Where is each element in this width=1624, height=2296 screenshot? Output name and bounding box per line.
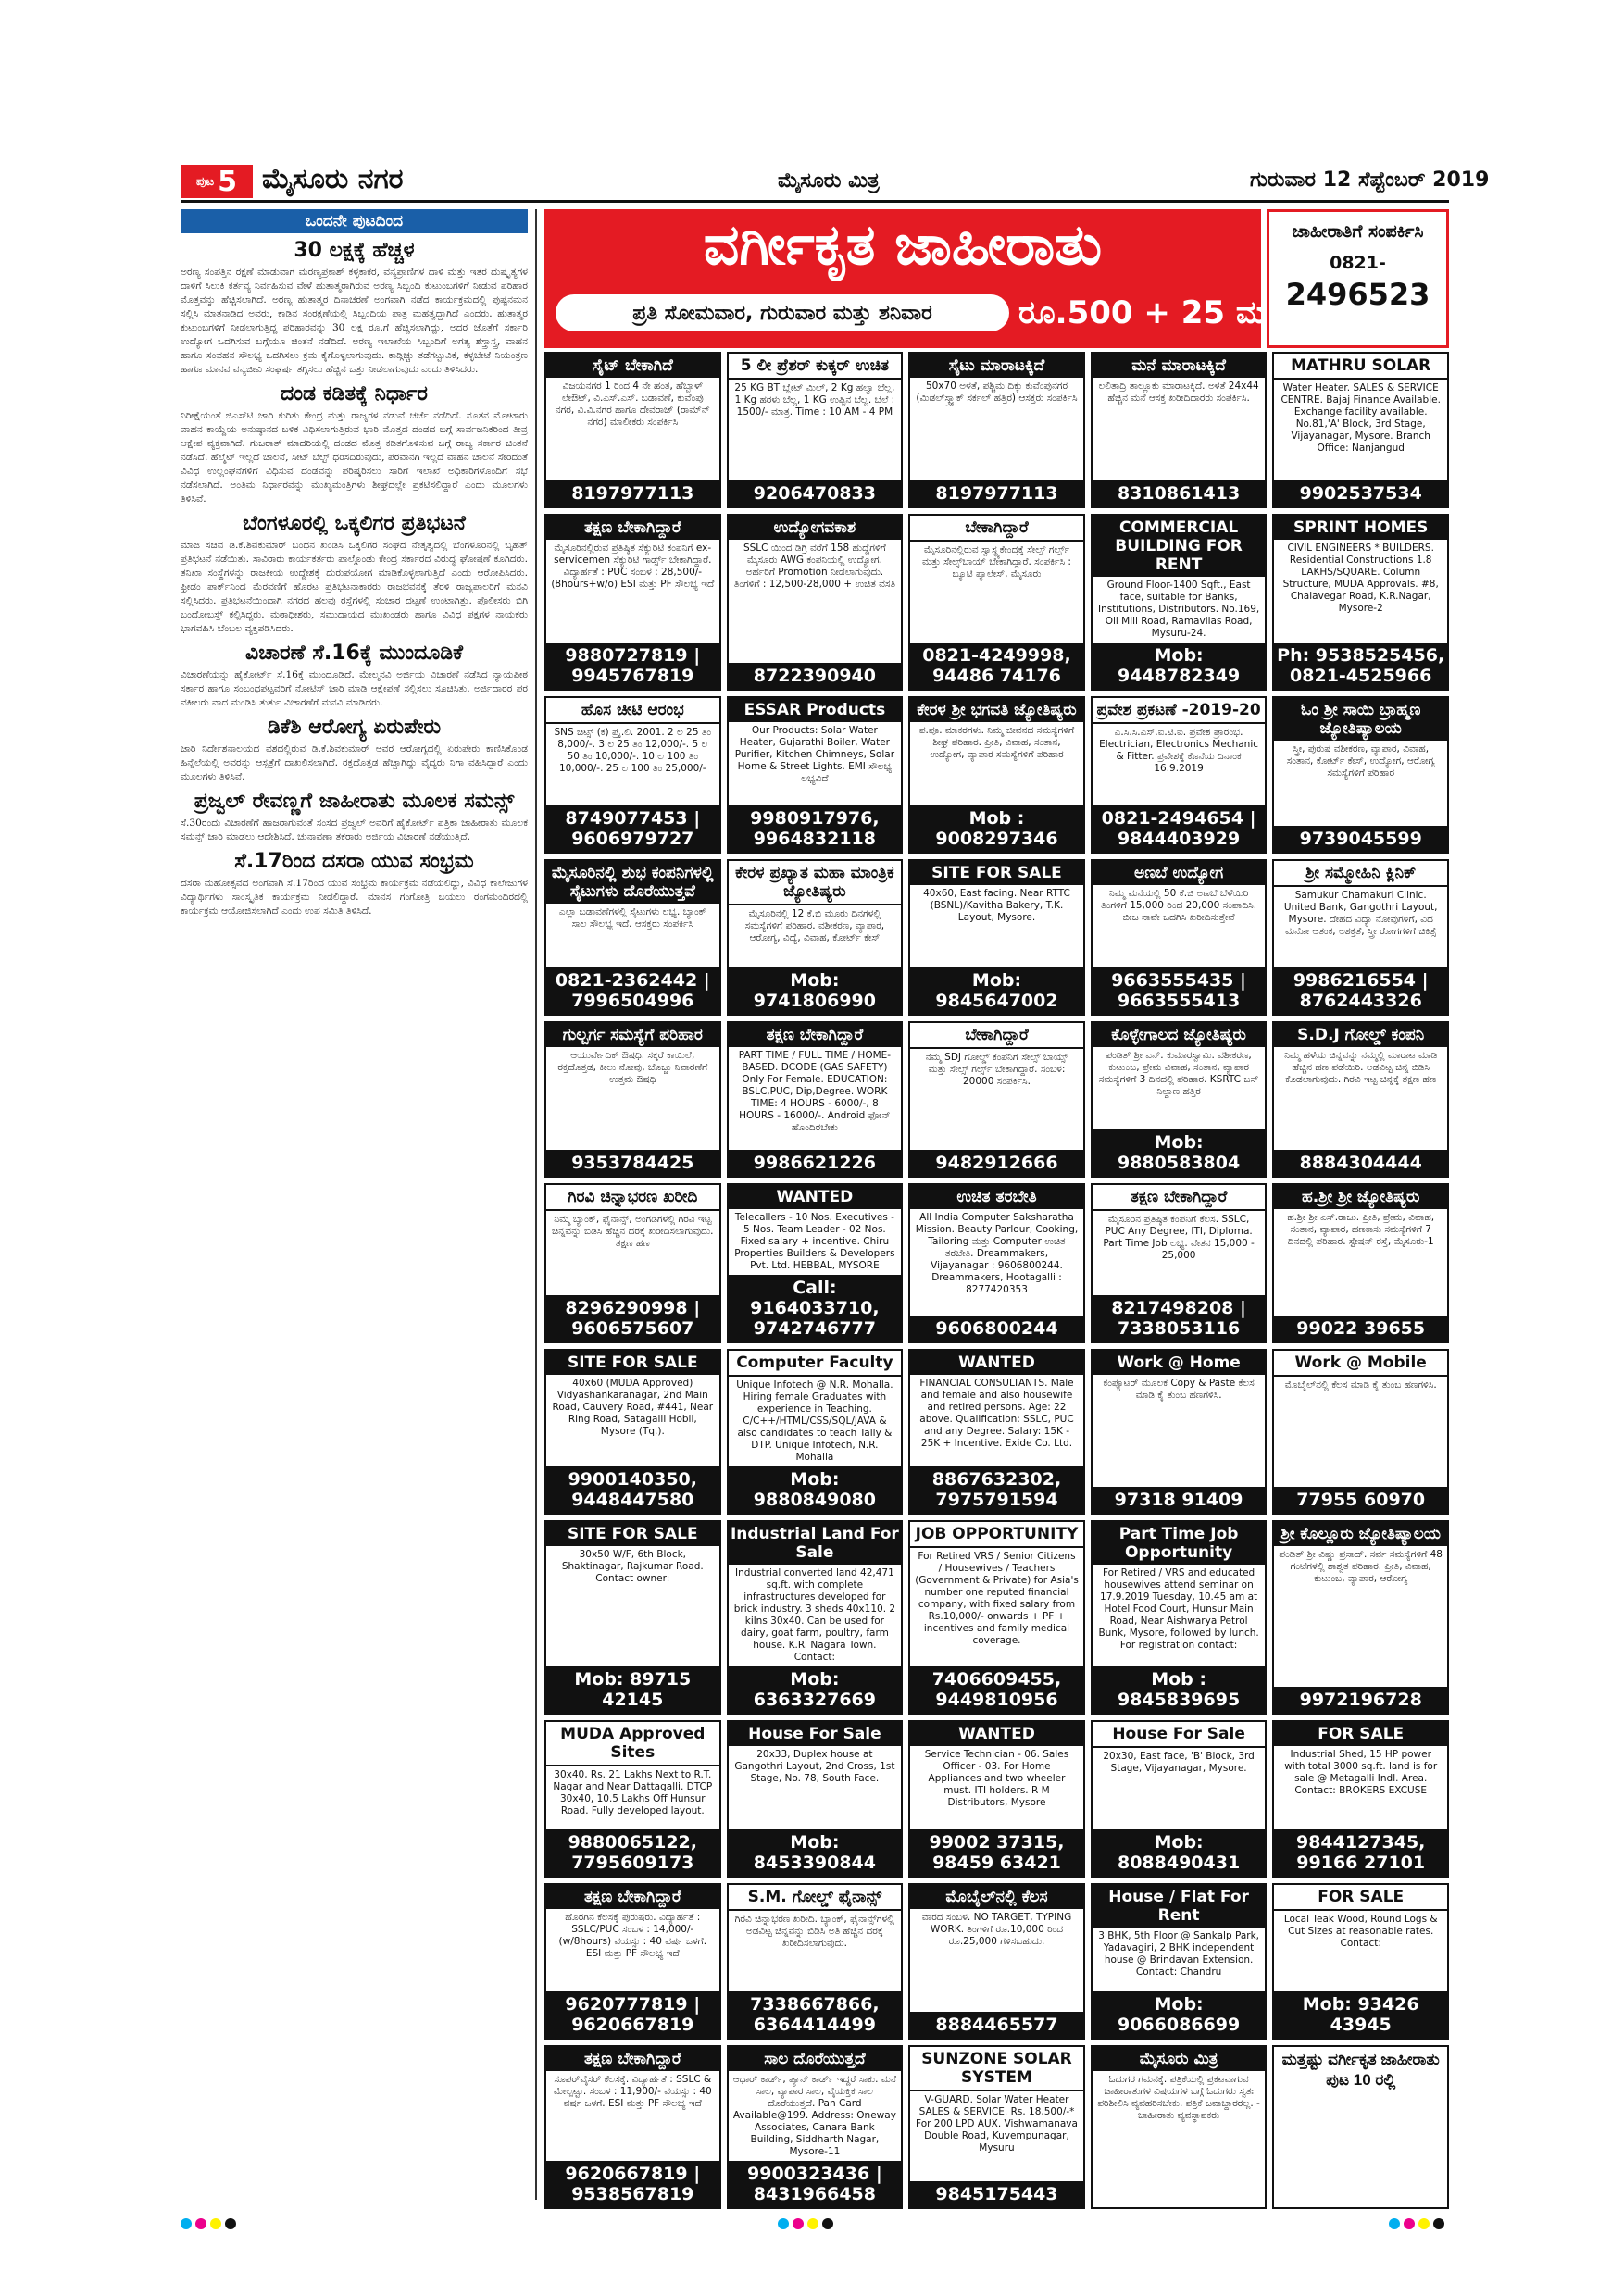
section-title: ಮೈಸೂರು ನಗರ: [262, 163, 404, 195]
ad-body: Samukur Chamakuri Clinic. United Bank, Gangothri Layout, Mysore. ದೇಹದ ವಿದ್ಯಾ ನೋವುಗಳಿಗೆ, ವಿಧ ಮನೋ ಆತಂಕ, ಅಶಕ್ತತೆ, ಸ್ತ್ರೀ ರೋಗಗಳಿಗೆ ಚಿಕಿತ್ಸೆ: [1283, 889, 1438, 937]
continued-banner: ಒಂದನೇ ಪುಟದಿಂದ: [181, 209, 528, 233]
ad-body: Telecallers - 10 Nos. Executives - 5 Nos. Team Leader - 02 Nos. Fixed salary + incentive. Chiru Properties Builders & Developers Pvt. Ltd. HEBBAL, MYSORE: [734, 1212, 895, 1272]
ad-phone: Mob: 8088490431: [1093, 1829, 1266, 1876]
ad-title: ಉಚಿತ ತರಬೇತಿ: [910, 1185, 1083, 1209]
story-body: ಜಾರಿ ನಿರ್ದೇಶನಾಲಯದ ವಶದಲ್ಲಿರುವ ಡಿ.ಕೆ.ಶಿವಕುಮಾರ್ ಅವರ ಆರೋಗ್ಯದಲ್ಲಿ ಏರುಪೇರು ಕಾಣಿಸಿಕೊಂಡ ಹಿನ್ನೆಲೆಯಲ್ಲಿ ಅವರನ್ನು ಆಸ್ಪತ್ರೆಗೆ ದಾಖಲಿಸಲಾಗಿದೆ. ರಕ್ತದೊತ್ತಡ ಹೆಚ್ಚಾಗಿದ್ದು ವೈದ್ಯರು ನಿಗಾ ವಹಿಸಿದ್ದಾರೆ ಎಂದು ಮೂಲಗಳು ತಿಳಿಸಿವೆ.: [181, 743, 528, 782]
ad-title: ಮೈಸೂರು ಮಿತ್ರ: [1093, 2047, 1266, 2071]
ad-title: ಪ್ರವೇಶ ಪ್ರಕಟಣೆ -2019-20: [1093, 698, 1266, 724]
classified-ad: [727, 1720, 904, 1877]
ad-body: ಸೂಪರ್‌ವೈಸರ್ ಕೆಲಸಕ್ಕೆ. ವಿದ್ಯಾರ್ಹತೆ : SSLC & ಮೇಲ್ಪಟ್ಟು. ಸಂಬಳ : 11,900/- ವಯಸ್ಸು : 40 ವರ್ಷ ಒಳಗೆ. ESI ಮತ್ತು PF ಸೌಲಭ್ಯ ಇದೆ: [553, 2073, 712, 2109]
classified-ad: [1272, 1720, 1449, 1877]
ad-phone: 9739045599: [1274, 826, 1447, 852]
ad-title: ಕೇರಳ ಶ್ರೀ ಭಗವತಿ ಜ್ಯೋತಿಷ್ಯರು: [910, 698, 1083, 722]
classified-ad: [1272, 1349, 1449, 1515]
ad-phone: Ph: 9538525456, 0821-4525966: [1274, 643, 1447, 689]
ad-title: House / Flat For Rent: [1093, 1885, 1266, 1928]
ad-title: SUNZONE SOLAR SYSTEM: [910, 2047, 1083, 2091]
classified-ad: [908, 1720, 1085, 1877]
classified-ad: [908, 1183, 1085, 1343]
ad-phone: 9902537534: [1274, 480, 1447, 506]
classified-ad: [544, 1021, 721, 1178]
ad-body: ಪ.ಪೂ. ಮಾಕರಗಳು. ನಿಮ್ಮ ಜೀವನದ ಸಮಸ್ಯೆಗಳಿಗೆ ಶೀಘ್ರ ಪರಿಹಾರ. ಪ್ರೀತಿ, ವಿವಾಹ, ಸಂತಾನ, ಉದ್ಯೋಗ, ವ್ಯಾಪಾರ ಸಮಸ್ಯೆಗಳಿಗೆ ಪರಿಹಾರ: [918, 725, 1075, 761]
yellow-dot: [210, 2218, 221, 2229]
ad-phone: 8197977113: [910, 480, 1083, 506]
ad-title: WANTED: [729, 1185, 902, 1209]
ad-phone: Mob : 9845839695: [1093, 1666, 1266, 1713]
ad-body: ಮೈಸೂರಿನಲ್ಲಿರುವ ಸ್ವಾಸ್ಥ್ಯಕೇಂದ್ರಕ್ಕೆ ಸೇಲ್ಸ್ ಗರ್ಲ್ಸ್ ಮತ್ತು ಸೇಲ್ಸ್‌ಬಾಯ್ ಬೇಕಾಗಿದ್ದಾರೆ. ಸಂಪರ್ಕಿಸಿ : ಬ್ಯೂಟಿ ಪ್ಯಾಲೇಸ್, ಮೈಸೂರು: [922, 544, 1071, 580]
ad-body: Water Heater. SALES & SERVICE CENTRE. Bajaj Finance Available. Exchange facility available. No.81,'A' Block, 3rd Stage, Vijayanagar, Mysore. Branch Office: Nanjangud: [1280, 382, 1441, 454]
classified-ad: [727, 514, 904, 691]
ad-phone: 8884465577: [910, 2012, 1083, 2038]
ad-body: For Retired / VRS and educated housewives attend seminar on 17.9.2019 Tuesday, 10.45 am at Hotel Food Court, Hunsur Main Road, Near Aishwarya Petrol Bunk, Mysore, followed by lunch. For registration contact:: [1098, 1567, 1259, 1652]
ad-title: ಬೇಕಾಗಿದ್ದಾರೆ: [910, 516, 1083, 542]
ad-phone: 99022 39655: [1274, 1316, 1447, 1341]
classified-ad: [908, 1520, 1085, 1715]
ad-phone: Mob: 9741806990: [729, 967, 902, 1014]
ad-phone: 7406609455, 9449810956: [910, 1666, 1083, 1713]
ad-title: ತಕ್ಷಣ ಬೇಕಾಗಿದ್ದಾರೆ: [546, 516, 719, 540]
ad-phone: 8197977113: [546, 480, 719, 506]
classified-ad: [1272, 696, 1449, 853]
ad-phone: Call: 9164033710, 9742746777: [729, 1275, 902, 1341]
ad-title: ಅಣಬೆ ಉದ್ಯೋಗ: [1093, 861, 1266, 885]
ad-title: MATHRU SOLAR: [1274, 354, 1447, 380]
magenta-dot: [1404, 2218, 1415, 2229]
ad-phone: Mob: 9880583804: [1093, 1129, 1266, 1176]
ad-phone: 9972196728: [1274, 1687, 1447, 1713]
classified-ad: [544, 1520, 721, 1715]
classified-ad: [1272, 2045, 1449, 2209]
ad-phone: Mob: 9880849080: [729, 1466, 902, 1513]
contact-code: 0821-: [1330, 253, 1386, 273]
ad-body: ಆಧಾರ್ ಕಾರ್ಡ್, ಪ್ಯಾನ್ ಕಾರ್ಡ್ ಇದ್ದರೆ ಸಾಕು. ಮನೆ ಸಾಲ, ವ್ಯಾಪಾರ ಸಾಲ, ವೈಯಕ್ತಿಕ ಸಾಲ ದೊರೆಯುತ್ತದೆ. Pan Card Available@199. Address: Oneway Associates, Canara Bank Building, Siddharth Nagar, Mysore-11: [732, 2073, 897, 2157]
ad-phone: 8722390940: [729, 663, 902, 689]
ad-title: ತಕ್ಷಣ ಬೇಕಾಗಿದ್ದಾರೆ: [546, 1885, 719, 1909]
ad-phone: 9900140350, 9448447580: [546, 1466, 719, 1513]
ad-body: CIVIL ENGINEERS * BUILDERS. Residential Constructions 1.8 LAKHS/SQUARE. Column Structure, MUDA Approvals. #8, Chalavegar Road, K.R.Nagar, Mysore-2: [1282, 543, 1439, 615]
ad-title: ಶ್ರೀ ಸಮ್ಮೋಹಿನಿ ಕ್ಲಿನಿಕ್: [1274, 861, 1447, 887]
ad-phone: 0821-2362442 | 7996504996: [546, 967, 719, 1014]
classified-ad: [727, 1349, 904, 1515]
ad-body: ಗಿರವಿ ಚಿನ್ನಾಭರಣ ಖರೀದಿ. ಬ್ಯಾಂಕ್, ಫೈನಾನ್ಸ್‌ಗಳಲ್ಲಿ ಅಡವಿಟ್ಟ ಚಿನ್ನವನ್ನು ಬಿಡಿಸಿ ಅತಿ ಹೆಚ್ಚಿನ ದರಕ್ಕೆ ಖರೀದಿಸಲಾಗುವುದು.: [734, 1913, 895, 1949]
ad-body: ಎಲ್ಲಾ ಬಡಾವಣೆಗಳಲ್ಲಿ ಸೈಟುಗಳು ಲಭ್ಯ. ಬ್ಯಾಂಕ್ ಸಾಲ ಸೌಲಭ್ಯ ಇದೆ. ಆಸಕ್ತರು ಸಂಪರ್ಕಿಸಿ: [558, 905, 706, 930]
ad-title: WANTED: [910, 1722, 1083, 1746]
ad-phone: 0821-2494654 | 9844403929: [1093, 805, 1266, 852]
ad-title: ಶ್ರೀ ಕೊಲ್ಲೂರು ಜ್ಯೋತಿಷ್ಯಾಲಯ: [1274, 1522, 1447, 1546]
ad-phone: Mob: 6363327669: [729, 1666, 902, 1713]
story-body: ಅರಣ್ಯ ಸಂಪತ್ತಿನ ರಕ್ಷಣೆ ಮಾಡುವಾಗ ಮರಣ್ಯಪ್ರಕಾಶ್ ಕಳ್ಳಕಾಕರ, ವನ್ಯಪ್ರಾಣಿಗಳ ದಾಳಿ ಮತ್ತು ಇತರ ದುಷ್ಕೃತ್ಯಗಳ ದಾಳಿಗೆ ಸಿಲುಕಿ ಕರ್ತವ್ಯ ನಿರ್ವಹಿಸುವ ವೇಳೆ ಹುತಾತ್ಮರಾಗಿರುವ ಅರಣ್ಯ ಸಿಬ್ಬಂದಿ ಕುಟುಂಬಗಳಿಗೆ ನೀಡುವ ಪರಿಹಾರ ಮೊತ್ತವನ್ನು ಹೆಚ್ಚಿಸಲಾಗಿದೆ. ಅರಣ್ಯ ಹುತಾತ್ಮರ ದಿನಾಚರಣೆ ಅಂಗವಾಗಿ ನಡೆದ ಕಾರ್ಯಕ್ರಮದಲ್ಲಿ ಪುಷ್ಪನಮನ ಸಲ್ಲಿಸಿ ಮಾತನಾಡಿದ ಅವರು, ಕಾಡಿನ ಸಂರಕ್ಷಣೆಯಲ್ಲಿ ಸಿಬ್ಬಂದಿಯ ಪಾತ್ರ ಮಹತ್ವದ್ದಾಗಿದೆ ಎಂದರು. ಹುತಾತ್ಮರ ಕುಟುಂಬಗಳಿಗೆ ನೀಡಲಾಗುತ್ತಿದ್ದ ಪರಿಹಾರವನ್ನು 30 ಲಕ್ಷ ರೂ.ಗೆ ಹೆಚ್ಚಿಸಲಾಗಿದ್ದು, ಅದರ ಜೊತೆಗೆ ಸರ್ಕಾರಿ ಉದ್ಯೋಗ ಒದಗಿಸುವ ಬಗ್ಗೆಯೂ ಚಿಂತನೆ ನಡೆದಿದೆ. ಅರಣ್ಯ ಇಲಾಖೆಯ ಸಿಬ್ಬಂದಿಗೆ ಅಗತ್ಯ ಶಸ್ತ್ರಾಸ್ತ್ರ, ವಾಹನ ಹಾಗೂ ಸಂವಹನ ಸೌಲಭ್ಯ ಒದಗಿಸಲು ಕ್ರಮ ಕೈಗೊಳ್ಳಲಾಗುವುದು. ಕಾಡ್ಗಿಚ್ಚು ತಡೆಗಟ್ಟುವಿಕೆ, ಕಳ್ಳಬೇಟೆ ನಿಯಂತ್ರಣ ಹಾಗೂ ಮಾನವ ವನ್ಯಜೀವಿ ಸಂಘರ್ಷ ತಗ್ಗಿಸಲು ಹೆಚ್ಚಿನ ಒತ್ತು ನೀಡಲಾಗುವುದು ಎಂದು ತಿಳಿಸಿದರು.: [181, 267, 528, 375]
classified-ad: [1091, 1883, 1268, 2040]
ad-title: Work @ Mobile: [1274, 1351, 1447, 1377]
classified-ad: [908, 2045, 1085, 2209]
ad-phone: 9900323436 | 8431966458: [729, 2161, 902, 2207]
ad-body: ಓದುಗರ ಗಮನಕ್ಕೆ. ಪತ್ರಿಕೆಯಲ್ಲಿ ಪ್ರಕಟವಾಗುವ ಜಾಹೀರಾತುಗಳ ವಿಷಯಗಳ ಬಗ್ಗೆ ಓದುಗರು ಸ್ವತಃ ಪರಿಶೀಲಿಸಿ ವ್ಯವಹರಿಸಬೇಕು. ಪತ್ರಿಕೆ ಜವಾಬ್ದಾರರಲ್ಲ. - ಜಾಹೀರಾತು ವ್ಯವಸ್ಥಾಪಕರು: [1097, 2073, 1260, 2121]
classifieds-title: ವರ್ಗೀಕೃತ ಜಾಹೀರಾತು: [703, 213, 1103, 278]
ad-title: FOR SALE: [1274, 1722, 1447, 1746]
classified-ad: [908, 352, 1085, 508]
ad-phone: 9482912666: [910, 1150, 1083, 1176]
classified-ad: [1272, 1520, 1449, 1715]
classified-ad: [544, 2045, 721, 2209]
classified-ad: [908, 1349, 1085, 1515]
cyan-dot: [1389, 2218, 1400, 2229]
ad-phone: 8884304444: [1274, 1150, 1447, 1176]
ad-title: House For Sale: [729, 1722, 902, 1746]
ad-body: ಆಯುರ್ವೇದಿಕ್ ಔಷಧಿ. ಸಕ್ಕರೆ ಕಾಯಿಲೆ, ರಕ್ತದೊತ್ತಡ, ಕೀಲು ನೋವು, ಬೊಜ್ಜು ನಿವಾರಣೆಗೆ ಉತ್ತಮ ಔಷಧಿ: [557, 1049, 708, 1085]
registration-marks-left: [181, 2218, 236, 2229]
story-headline: ಡಿಕೆಶಿ ಆರೋಗ್ಯ ಏರುಪೇರು: [267, 716, 442, 739]
ad-phone: 9663555435 | 9663555413: [1093, 967, 1266, 1014]
classified-ad: [727, 859, 904, 1016]
classified-ad: [727, 2045, 904, 2209]
ad-body: ನಮ್ಮ SDJ ಗೋಲ್ಡ್ ಕಂಪನಿಗೆ ಸೇಲ್ಸ್ ಬಾಯ್ಸ್ ಮತ್ತು ಸೇಲ್ಸ್ ಗರ್ಲ್ಸ್ ಬೇಕಾಗಿದ್ದಾರೆ. ಸಂಬಳ: 20000 ಸಂಪರ್ಕಿಸಿ.: [925, 1051, 1068, 1087]
story-body: ಸೆ.30ರಂದು ವಿಚಾರಣೆಗೆ ಹಾಜರಾಗುವಂತೆ ಸಂಸದ ಪ್ರಜ್ವಲ್ ಅವರಿಗೆ ಹೈಕೋರ್ಟ್ ಪತ್ರಿಕಾ ಜಾಹೀರಾತು ಮೂಲಕ ಸಮನ್ಸ್ ಜಾರಿ ಮಾಡಲು ಆದೇಶಿಸಿದೆ. ಚುನಾವಣಾ ತಕರಾರು ಅರ್ಜಿಯ ವಿಚಾರಣೆ ನಡೆಯುತ್ತಿದೆ.: [181, 817, 528, 842]
ad-body: SSLC ಯಿಂದ ಡಿಗ್ರಿ ವರೆಗೆ 158 ಹುದ್ದೆಗಳಿಗೆ ಮೈಸೂರು AWG ಕಂಪನಿಯಲ್ಲಿ ಉದ್ಯೋಗ. ಅರ್ಹರಿಗೆ Promotion ನೀಡಲಾಗುವುದು. ತಿಂಗಳಿಗೆ : 12,500-28,000 + ಉಚಿತ ವಸತಿ: [733, 543, 896, 591]
magenta-dot: [195, 2218, 206, 2229]
publication-days: ಪ್ರತಿ ಸೋಮವಾರ, ಗುರುವಾರ ಮತ್ತು ಶನಿವಾರ: [556, 294, 1009, 331]
classified-ad: [908, 1021, 1085, 1178]
ad-body: 20x30, East face, 'B' Block, 3rd Stage, Vijayanagar, Mysore.: [1103, 1751, 1255, 1775]
ad-phone: 0821-4249998, 94486 74176: [910, 643, 1083, 689]
classified-ad: [1272, 1183, 1449, 1343]
yellow-dot: [1418, 2218, 1430, 2229]
classified-ad: [1091, 1349, 1268, 1515]
ad-title: ಗಿರವಿ ಚಿನ್ನಾಭರಣ ಖರೀದಿ: [546, 1185, 719, 1211]
ad-title: S.M. ಗೋಲ್ಡ್ ಫೈನಾನ್ಸ್: [729, 1885, 902, 1911]
ad-title: COMMERCIAL BUILDING FOR RENT: [1093, 516, 1266, 577]
ad-body: ಮೈಸೂರಿನ ಪ್ರತಿಷ್ಠಿತ ಕಂಪನಿಗೆ ಕೆಲಸ. SSLC, PUC Any Degree, ITI, Diploma. Part Time Job ಲಭ್ಯ. ವೇತನ 15,000 - 25,000: [1103, 1214, 1255, 1262]
ad-body: ಮೈಸೂರಿನಲ್ಲಿ 12 ಕೆ.ಬಿ ಮೂರು ದಿನಗಳಲ್ಲಿ ಸಮಸ್ಯೆಗಳಿಗೆ ಪರಿಹಾರ. ವಶೀಕರಣ, ವ್ಯಾಪಾರ, ಆರೋಗ್ಯ, ವಿದ್ಯೆ, ವಿವಾಹ, ಕೋರ್ಟ್ ಕೇಸ್: [744, 907, 885, 943]
classified-ad: [908, 696, 1085, 853]
ad-title: ಸೈಟು ಮಾರಾಟಕ್ಕಿದೆ: [910, 354, 1083, 378]
ad-phone: 8867632302, 7975791594: [910, 1466, 1083, 1513]
ad-body: Our Products: Solar Water Heater, Gujarathi Boiler, Water Purifier, Kitchen Chimneys, Solar Home & Street Lights. EMI ಸೌಲಭ್ಯ ಲಭ್ಯವಿದೆ: [734, 725, 895, 785]
ad-phone: Mob: 9845647002: [910, 967, 1083, 1014]
column-divider: [535, 209, 537, 2200]
classified-ad: [908, 514, 1085, 691]
classified-ad: [1272, 1021, 1449, 1178]
ad-title: ಹೊಸ ಚೀಟಿ ಆರಂಭ: [546, 698, 719, 724]
ad-phone: 8296290998 | 9606575607: [546, 1295, 719, 1341]
ad-phone: 9986216554 | 8762443326: [1274, 967, 1447, 1014]
classified-ad: [544, 1183, 721, 1343]
header-rule: [181, 200, 1449, 203]
ad-title: Industrial Land For Sale: [729, 1522, 902, 1565]
ad-phone: 9986621226: [729, 1150, 902, 1176]
classified-ad: [1272, 859, 1449, 1016]
ad-body: ಹೊರಗಿನ ಕೆಲಸಕ್ಕೆ ಪುರುಷರು. ವಿದ್ಯಾರ್ಹತೆ : SSLC/PUC ಸಂಬಳ : 14,000/- (w/8hours) ವಯಸ್ಸು : 40 ವರ್ಷ ಒಳಗೆ. ESI ಮತ್ತು PF ಸೌಲಭ್ಯ ಇದೆ: [558, 1911, 707, 1959]
contact-number: 2496523: [1285, 277, 1430, 312]
ad-body: SNS ಚಿಟ್ಸ್ (ಕ) ಪ್ರೈ.ಲಿ. 2001. 2 ಲ 25 ತಿಂ 8,000/-. 3 ಲ 25 ತಿಂ 12,000/-. 5 ಲ 50 ತಿಂ 10,000/-. 10 ಲ 100 ತಿಂ 10,000/-. 25 ಲ 100 ತಿಂ 25,000/-: [554, 727, 712, 775]
ad-body: ಲಲಿತಾದ್ರಿ ತಾಲ್ಲೂಕು ಮಾರಾಟಕ್ಕಿದೆ. ಅಳತೆ 24x44 ಹೆಚ್ಚಿನ ಮನೆ ಆಸಕ್ತ ಖರೀದಿದಾರರು ಸಂಪರ್ಕಿಸಿ.: [1098, 381, 1259, 404]
ad-body: 30x50 W/F, 6th Block, Shaktinagar, Rajkumar Road. Contact owner:: [561, 1549, 704, 1585]
ad-phone: 77955 60970: [1274, 1487, 1447, 1513]
ad-body: ಮತ್ತಷ್ಟು ವರ್ಗೀಕೃತ ಜಾಹೀರಾತು ಪುಟ 10 ರಲ್ಲಿ: [1281, 2050, 1440, 2089]
ad-phone: 8310861413: [1093, 480, 1266, 506]
ad-body: ಹ.ಶ್ರೀ ಶ್ರೀ ಎಸ್.ರಾಜು. ಪ್ರೀತಿ, ಪ್ರೇಮ, ವಿವಾಹ, ಸಂತಾನ, ವ್ಯಾಪಾರ, ಹಣಕಾಸು ಸಮಸ್ಯೆಗಳಿಗೆ 7 ದಿನದಲ್ಲಿ ಪರಿಹಾರ. ಸ್ಟೇಷನ್ ರಸ್ತೆ, ಮೈಸೂರು-1: [1287, 1212, 1435, 1248]
ad-phone: 9844127345, 99166 27101: [1274, 1829, 1447, 1876]
classified-ad: [727, 1520, 904, 1715]
ad-title: JOB OPPORTUNITY: [910, 1522, 1083, 1548]
black-dot: [822, 2218, 833, 2229]
ad-title: ತಕ್ಷಣ ಬೇಕಾಗಿದ್ದಾರೆ: [1093, 1185, 1266, 1211]
ad-phone: Mob: 89715 42145: [546, 1666, 719, 1713]
ad-title: ESSAR Products: [729, 698, 902, 722]
classified-ad: [1091, 1183, 1268, 1343]
contact-box: [1267, 209, 1449, 348]
ad-title: MUDA Approved Sites: [546, 1722, 719, 1766]
ad-title: ಮೊಬೈಲ್‌ನಲ್ಲಿ ಕೆಲಸ: [910, 1885, 1083, 1909]
ad-body: Unique Infotech @ N.R. Mohalla. Hiring female Graduates with experience in Teaching. C/C++/HTML/CSS/SQL/JAVA & also candidates to teach Tally & DTP. Unique Infotech, N.R. Mohalla: [736, 1379, 893, 1464]
ad-phone: Mob: 9066086699: [1093, 1991, 1266, 2038]
ad-body: FINANCIAL CONSULTANTS. Male and female and also housewife and retired persons. Age: 22 above. Qualification: SSLC, PUC and any Degree. Salary: 15K - 25K + Incentive. Exide Co. Ltd.: [919, 1378, 1074, 1450]
yellow-dot: [807, 2218, 818, 2229]
registration-marks-right: [1389, 2218, 1444, 2229]
page-number-tag: [181, 165, 253, 198]
ad-body: ವಿಜಯನಗರ 1 ರಿಂದ 4 ನೇ ಹಂತ, ಹೆಬ್ಬಾಳ್ ಲೇಔಟ್, ವಿ.ಎಸ್.ಎಸ್. ಬಡಾವಣೆ, ಕುವೆಂಪು ನಗರ, ವಿ.ವಿ.ನಗರ ಹಾಗೂ ದೇವರಾಜ್ (ರಾಮ್‌ನ್ ನಗರ) ಮಾಲೀಕರು ಸಂಪರ್ಕಿಸಿ: [555, 381, 710, 428]
ad-phone: 9606800244: [910, 1316, 1083, 1341]
ad-phone: 9206470833: [729, 480, 902, 506]
story-body: ಮಾಜಿ ಸಚಿವ ಡಿ.ಕೆ.ಶಿವಕುಮಾರ್ ಬಂಧನ ಖಂಡಿಸಿ ಒಕ್ಕಲಿಗರ ಸಂಘದ ನೇತೃತ್ವದಲ್ಲಿ ಬೆಂಗಳೂರಿನಲ್ಲಿ ಬೃಹತ್ ಪ್ರತಿಭಟನೆ ನಡೆಯಿತು. ಸಾವಿರಾರು ಕಾರ್ಯಕರ್ತರು ಪಾಲ್ಗೊಂಡು ಕೇಂದ್ರ ಸರ್ಕಾರದ ವಿರುದ್ಧ ಘೋಷಣೆ ಕೂಗಿದರು. ತನಿಖಾ ಸಂಸ್ಥೆಗಳನ್ನು ರಾಜಕೀಯ ಉದ್ದೇಶಕ್ಕೆ ದುರುಪಯೋಗ ಮಾಡಿಕೊಳ್ಳಲಾಗುತ್ತಿದೆ ಎಂದು ಆರೋಪಿಸಿದರು. ಫ್ರೀಡಂ ಪಾರ್ಕ್‌ನಿಂದ ಮೆರವಣಿಗೆ ಹೊರಟ ಪ್ರತಿಭಟನಾಕಾರರು ರಾಜಭವನಕ್ಕೆ ತೆರಳಿ ರಾಜ್ಯಪಾಲರಿಗೆ ಮನವಿ ಸಲ್ಲಿಸಿದರು. ಪ್ರತಿಭಟನೆಯಿಂದಾಗಿ ನಗರದ ಹಲವು ರಸ್ತೆಗಳಲ್ಲಿ ಸಂಚಾರ ದಟ್ಟಣೆ ಉಂಟಾಗಿತ್ತು. ಪೊಲೀಸರು ಬಿಗಿ ಬಂದೋಬಸ್ತ್ ಕಲ್ಪಿಸಿದ್ದರು. ಮಠಾಧೀಶರು, ಸಮುದಾಯದ ಮುಖಂಡರು ಹಾಗೂ ವಿವಿಧ ಪಕ್ಷಗಳ ನಾಯಕರು ಭಾಗವಹಿಸಿ ಬೆಂಬಲ ವ್ಯಕ್ತಪಡಿಸಿದರು.: [181, 540, 528, 634]
ad-title: ಓಂ ಶ್ರೀ ಸಾಯಿ ಬ್ರಾಹ್ಮಣ ಜ್ಯೋತಿಷ್ಯಾಲಯ: [1274, 698, 1447, 741]
classified-ad: [908, 1883, 1085, 2040]
ad-body: 20x33, Duplex house at Gangothri Layout, 2nd Cross, 1st Stage, No. 78, South Face.: [734, 1749, 895, 1785]
classified-ad: [544, 1349, 721, 1515]
ad-body: V-GUARD. Solar Water Heater SALES & SERVICE. Rs. 18,500/-* For 200 LPD AUX. Vishwamanava Double Road, Kuvempunagar, Mysuru: [916, 2093, 1078, 2153]
classified-ad: [1091, 2045, 1268, 2209]
ad-phone: 9880065122, 7795609173: [546, 1829, 719, 1876]
ad-title: ಬೇಕಾಗಿದ್ದಾರೆ: [910, 1023, 1083, 1049]
ad-body: ಮೊಬೈಲ್‌ನಲ್ಲಿ ಕೆಲಸ ಮಾಡಿ ಕೈ ತುಂಬ ಹಣಗಳಿಸಿ.: [1284, 1379, 1437, 1391]
classified-ad: [1091, 514, 1268, 691]
black-dot: [225, 2218, 236, 2229]
ad-title: ಕೊಳ್ಳೇಗಾಲದ ಜ್ಯೋತಿಷ್ಯರು: [1093, 1023, 1266, 1047]
ad-phone: Mob: 93426 43945: [1274, 1991, 1447, 2038]
ad-phone: 9620667819 | 9538567819: [546, 2161, 719, 2207]
classified-ad: [1272, 1883, 1449, 2040]
ad-title: Part Time Job Opportunity: [1093, 1522, 1266, 1565]
ad-body: Service Technician - 06. Sales Officer - 03. For Home Appliances and two wheeler must. ITI holders. R M Distributors, Mysore: [924, 1749, 1069, 1809]
ad-phone: 8217498208 | 7338053116: [1093, 1295, 1266, 1341]
classified-ad: [727, 696, 904, 853]
contact-label: ಜಾಹೀರಾತಿಗೆ ಸಂಪರ್ಕಿಸಿ: [1292, 221, 1424, 242]
ad-body: All India Computer Saksharatha Mission. Beauty Parlour, Cooking, Tailoring ಮತ್ತು Computer ಉಚಿತ ತರಬೇತಿ. Dreammakers, Vijayanagar : 9606800244. Dreammakers, Hootagalli : 8277420353: [915, 1212, 1079, 1296]
story-headline: ವಿಚಾರಣೆ ಸೆ.16ಕ್ಕೆ ಮುಂದೂಡಿಕೆ: [245, 642, 463, 665]
classified-ad: [1091, 1720, 1268, 1877]
classified-ad: [1091, 859, 1268, 1016]
ad-phone: Mob: 8453390844: [729, 1829, 902, 1876]
classified-ad: [544, 1883, 721, 2040]
ad-title: ತಕ್ಷಣ ಬೇಕಾಗಿದ್ದಾರೆ: [729, 1023, 902, 1047]
classified-ad: [1091, 352, 1268, 508]
ad-body: ಕಂಪ್ಯೂಟರ್ ಮೂಲಕ Copy & Paste ಕೆಲಸ ಮಾಡಿ ಕೈ ತುಂಬ ಹಣಗಳಿಸಿ.: [1103, 1378, 1255, 1402]
ad-title: SITE FOR SALE: [546, 1522, 719, 1546]
classified-ad: [544, 514, 721, 691]
ad-body: Industrial converted land 42,471 sq.ft. with complete infrastructures developed for brick industry. 3 sheds 40x110. 2 kilns 30x40. Can be used for dairy, goat farm, poultry, farm house. K.R. Nagara Town. Contact:: [733, 1567, 896, 1664]
classified-ad: [727, 1021, 904, 1178]
story-headline: 30 ಲಕ್ಷಕ್ಕೆ ಹೆಚ್ಚಳ: [294, 239, 415, 262]
ad-body: ನಿಮ್ಮ ಮನೆಯಲ್ಲಿ 50 ಕೆ.ಜಿ ಅಣಬೆ ಬೆಳೆಯಿರಿ ತಿಂಗಳಿಗೆ 15,000 ರಿಂದ 20,000 ಸಂಪಾದಿಸಿ. ಬೀಜ ನಾವೇ ಒದಗಿಸಿ ಖರೀದಿಸುತ್ತೇವೆ: [1101, 887, 1257, 923]
ad-title: ಮನೆ ಮಾರಾಟಕ್ಕಿದೆ: [1093, 354, 1266, 378]
ad-phone: 9980917976, 9964832118: [729, 805, 902, 852]
story-headline: ಬೆಂಗಳೂರಲ್ಲಿ ಒಕ್ಕಲಿಗರ ಪ್ರತಿಭಟನೆ: [243, 512, 466, 535]
ad-body: ನಿಮ್ಮ ಹಳೆಯ ಚಿನ್ನವನ್ನು ನಮ್ಮಲ್ಲಿ ಮಾರಾಟ ಮಾಡಿ ಹೆಚ್ಚಿನ ಹಣ ಪಡೆಯಿರಿ. ಅಡವಿಟ್ಟ ಚಿನ್ನ ಬಿಡಿಸಿ ಕೊಡಲಾಗುವುದು. ಗಿರವಿ ಇಟ್ಟ ಚಿನ್ನಕ್ಕೆ ತಕ್ಷಣ ಹಣ: [1284, 1049, 1438, 1085]
classified-ad: [1091, 1520, 1268, 1715]
classified-ad: [727, 352, 904, 508]
ad-price: ರೂ.500 + 25 ಮಾತ್ರ: [1018, 294, 1295, 331]
story-headline: ದಂಡ ಕಡಿತಕ್ಕೆ ನಿರ್ಧಾರ: [281, 382, 428, 406]
ad-title: SPRINT HOMES: [1274, 516, 1447, 540]
ad-body: ಪಂಡಿತ್ ಶ್ರೀ ವಿಷ್ಣು ಪ್ರಸಾದ್. ಸರ್ವ ಸಮಸ್ಯೆಗಳಿಗೆ 48 ಗಂಟೆಗಳಲ್ಲಿ ಶಾಶ್ವತ ಪರಿಹಾರ. ಪ್ರೀತಿ, ವಿವಾಹ, ಕುಟುಂಬ, ವ್ಯಾಪಾರ, ಆರೋಗ್ಯ: [1279, 1549, 1443, 1585]
ad-phone: 8749077453 | 9606979727: [546, 805, 719, 852]
cyan-dot: [181, 2218, 192, 2229]
magenta-dot: [793, 2218, 804, 2229]
ad-body: 3 BHK, 5th Floor @ Sankalp Park, Yadavagiri, 2 BHK independent house @ Brindavan Extension. Contact: Chandru: [1098, 1929, 1259, 1978]
ad-title: ಗುಲ್ಬರ್ಗ ಸಮಸ್ಯೆಗೆ ಪರಿಹಾರ: [546, 1023, 719, 1047]
ad-phone: Mob: 9448782349: [1093, 643, 1266, 689]
ad-body: ಮೈಸೂರಿನಲ್ಲಿರುವ ಪ್ರತಿಷ್ಠಿತ ಸೆಕ್ಯುರಿಟಿ ಕಂಪನಿಗೆ ex-servicemen ಸೆಕ್ಯುರಿಟಿ ಗಾರ್ಡ್ಸ್ ಬೇಕಾಗಿದ್ದಾರೆ. ವಿದ್ಯಾರ್ಹತೆ : PUC ಸಂಬಳ : 28,500/- (8hours+w/o) ESI ಮತ್ತು PF ಸೌಲಭ್ಯ ಇದೆ: [551, 543, 715, 591]
ad-body: Local Teak Wood, Round Logs & Cut Sizes at reasonable rates. Contact:: [1283, 1913, 1438, 1949]
ad-title: House For Sale: [1093, 1722, 1266, 1748]
ad-body: ಎ.ಸಿ.ಸಿ.ಎಸ್.ಐ.ಟಿ.ಐ. ಪ್ರವೇಶ ಪ್ರಾರಂಭ. Electrician, Electronics Mechanic & Fitter. ಪ್ರವೇಶಕ್ಕೆ ಕೊನೆಯ ದಿನಾಂಕ 16.9.2019: [1099, 727, 1259, 775]
story-body: ನಿರೀಕ್ಷೆಯಂತೆ ಜಿಎಸ್‌ಟಿ ಜಾರಿ ಕುರಿತು ಕೇಂದ್ರ ಮತ್ತು ರಾಜ್ಯಗಳ ನಡುವೆ ಚರ್ಚೆ ನಡೆದಿದೆ. ನೂತನ ಮೋಟಾರು ವಾಹನ ಕಾಯ್ದೆಯ ಅನುಷ್ಠಾನದ ಬಳಿಕ ವಿಧಿಸಲಾಗುತ್ತಿರುವ ಭಾರಿ ಮೊತ್ತದ ದಂಡದ ಬಗ್ಗೆ ಸಾರ್ವಜನಿಕರಿಂದ ತೀವ್ರ ಆಕ್ಷೇಪ ವ್ಯಕ್ತವಾಗಿದೆ. ಗುಜರಾತ್ ಮಾದರಿಯಲ್ಲಿ ದಂಡದ ಮೊತ್ತ ಕಡಿತಗೊಳಿಸುವ ಬಗ್ಗೆ ರಾಜ್ಯ ಸರ್ಕಾರ ಚಿಂತನೆ ನಡೆಸಿದೆ. ಹೆಲ್ಮೆಟ್ ಇಲ್ಲದೆ ಚಾಲನೆ, ಸೀಟ್ ಬೆಲ್ಟ್ ಧರಿಸದಿರುವುದು, ಪರವಾನಗಿ ಇಲ್ಲದೆ ವಾಹನ ಚಾಲನೆ ಸೇರಿದಂತೆ ವಿವಿಧ ಉಲ್ಲಂಘನೆಗಳಿಗೆ ವಿಧಿಸುವ ದಂಡವನ್ನು ಪರಿಷ್ಕರಿಸಲು ಸಾರಿಗೆ ಇಲಾಖೆ ಅಧಿಕಾರಿಗಳೊಂದಿಗೆ ಸಭೆ ನಡೆಸಲಾಗಿದೆ. ಅಂತಿಮ ನಿರ್ಧಾರವನ್ನು ಮುಖ್ಯಮಂತ್ರಿಗಳು ಶೀಘ್ರದಲ್ಲೇ ಪ್ರಕಟಿಸಲಿದ್ದಾರೆ ಎಂದು ಮೂಲಗಳು ತಿಳಿಸಿವೆ.: [181, 410, 528, 505]
ad-title: SITE FOR SALE: [546, 1351, 719, 1375]
classifieds-grid: [544, 352, 1449, 2209]
cyan-dot: [778, 2218, 789, 2229]
ad-body: ಪಂಡಿತ್ ಶ್ರೀ ಎನ್. ಕುಮಾರಸ್ವಾಮಿ. ವಶೀಕರಣ, ಕುಟುಂಬ, ಪ್ರೇಮ ವಿವಾಹ, ಸಂತಾನ, ವ್ಯಾಪಾರ ಸಮಸ್ಯೆಗಳಿಗೆ 3 ದಿನದಲ್ಲಿ ಪರಿಹಾರ. KSRTC ಬಸ್ ನಿಲ್ದಾಣ ಹತ್ತಿರ: [1098, 1049, 1259, 1097]
registration-marks-center: [778, 2218, 833, 2229]
ad-title: ಉದ್ಯೋಗವಕಾಶ: [729, 516, 902, 540]
classified-ad: [1272, 352, 1449, 508]
classified-ad: [1091, 1021, 1268, 1178]
ad-phone: 9620777819 | 9620667819: [546, 1991, 719, 2038]
classified-ad: [1091, 696, 1268, 853]
ad-phone: 97318 91409: [1093, 1487, 1266, 1513]
ad-body: Ground Floor-1400 Sqft., East face, suitable for Banks, Institutions, Distributors. No.169, Oil Mill Road, Ramavilas Road, Mysuru-24.: [1097, 580, 1260, 640]
classified-ad: [544, 352, 721, 508]
ad-title: ಮೈಸೂರಿನಲ್ಲಿ ಶುಭ ಕಂಪನಿಗಳಲ್ಲಿ ಸೈಟುಗಳು ದೊರೆಯುತ್ತವೆ: [546, 861, 719, 904]
ad-phone: 7338667866, 6364414499: [729, 1991, 902, 2038]
story-headline: ಪ್ರಜ್ವಲ್ ರೇವಣ್ಣಗೆ ಜಾಹೀರಾತು ಮೂಲಕ ಸಮನ್ಸ್: [194, 790, 515, 813]
story-list: [181, 239, 528, 918]
ad-title: ಕೇರಳ ಪ್ರಖ್ಯಾತ ಮಹಾ ಮಾಂತ್ರಿಕ ಜ್ಯೋತಿಷ್ಯರು: [729, 861, 902, 905]
masthead: ಮೈಸೂರು ಮಿತ್ರ: [778, 168, 880, 193]
classified-ad: [544, 696, 721, 853]
page-label: ಪುಟ: [196, 174, 215, 189]
ad-title: ಸಾಲ ದೊರೆಯುತ್ತದೆ: [729, 2047, 902, 2071]
ad-body: Industrial Shed, 15 HP power with total 3000 sq.ft. land is for sale @ Metagalli Indl. Area. Contact: BROKERS EXCUSE: [1284, 1749, 1438, 1797]
classified-ad: [544, 1720, 721, 1877]
ad-phone: 9880727819 | 9945767819: [546, 643, 719, 689]
ad-title: Computer Faculty: [729, 1351, 902, 1377]
ad-body: ಸ್ತ್ರೀ, ಪುರುಷ ವಶೀಕರಣ, ವ್ಯಾಪಾರ, ವಿವಾಹ, ಸಂತಾನ, ಕೋರ್ಟ್ ಕೇಸ್, ಉದ್ಯೋಗ, ಆರೋಗ್ಯ ಸಮಸ್ಯೆಗಳಿಗೆ ಪರಿಹಾರ: [1286, 743, 1435, 780]
ad-phone: Mob : 9008297346: [910, 805, 1083, 852]
ad-body: PART TIME / FULL TIME / HOME-BASED. DCODE (GAS SAFETY) Only For Female. EDUCATION: BSLC,PUC, Dip,Degree. WORK TIME: 4 HOURS - 6000/-, 8 HOURS - 16000/-. Android ಫೋನ್ ಹೊಂದಿರಬೇಕು: [738, 1049, 892, 1133]
classified-ad: [908, 859, 1085, 1016]
ad-title: FOR SALE: [1274, 1885, 1447, 1911]
news-column: [181, 209, 528, 2209]
ad-title: ಹ.ಶ್ರೀ ಶ್ರೀ ಜ್ಯೋತಿಷ್ಯರು: [1274, 1185, 1447, 1209]
ad-body: 40x60 (MUDA Approved) Vidyashankaranagar, 2nd Main Road, Cauvery Road, #441, Near Ring Road, Satagalli Hobli, Mysore (Tq.).: [552, 1378, 714, 1438]
classified-ad: [1272, 514, 1449, 691]
ad-body: For Retired VRS / Senior Citizens / Housewives / Teachers (Government & Private) for Asia's number one reputed financial company, with fixed salary from Rs.10,000/- onwards + PF + incentives and family medical coverage.: [915, 1551, 1079, 1647]
ad-body: ವಾರದ ಸಂಬಳ. NO TARGET, TYPING WORK. ತಿಂಗಳಿಗೆ ರೂ.10,000 ರಿಂದ ರೂ.25,000 ಗಳಿಸಬಹುದು.: [921, 1911, 1072, 1947]
story-headline: ಸೆ.17ರಿಂದ ದಸರಾ ಯುವ ಸಂಭ್ರಮ: [234, 850, 474, 873]
ad-body: ನಿಮ್ಮ ಬ್ಯಾಂಕ್, ಫೈನಾನ್ಸ್, ಅಂಗಡಿಗಳಲ್ಲಿ ಗಿರವಿ ಇಟ್ಟ ಚಿನ್ನವನ್ನು ಬಿಡಿಸಿ ಹೆಚ್ಚಿನ ದರಕ್ಕೆ ಖರೀದಿಸಲಾಗುವುದು. ತಕ್ಷಣ ಹಣ: [552, 1214, 714, 1250]
story-body: ವಿಚಾರಣೆಯನ್ನು ಹೈಕೋರ್ಟ್ ಸೆ.16ಕ್ಕೆ ಮುಂದೂಡಿದೆ. ಮೇಲ್ಮನವಿ ಅರ್ಜಿಯ ವಿಚಾರಣೆ ನಡೆಸಿದ ನ್ಯಾಯಪೀಠ ಸರ್ಕಾರ ಹಾಗೂ ಸಂಬಂಧಪಟ್ಟವರಿಗೆ ನೋಟಿಸ್ ಜಾರಿ ಮಾಡಿ ಆಕ್ಷೇಪಣೆ ಸಲ್ಲಿಸಲು ಸೂಚಿಸಿತು. ಅರ್ಜಿದಾರರ ಪರ ವಕೀಲರು ವಾದ ಮಂಡಿಸಿ ತುರ್ತು ವಿಚಾರಣೆಗೆ ಮನವಿ ಮಾಡಿದರು.: [181, 669, 528, 708]
ad-body: 30x40, Rs. 21 Lakhs Next to R.T. Nagar and Near Dattagalli. DTCP 30x40, 10.5 Lakhs Off Hunsur Road. Fully developed layout.: [553, 1769, 713, 1817]
ad-title: ತಕ್ಷಣ ಬೇಕಾಗಿದ್ದಾರೆ: [546, 2047, 719, 2071]
classified-ad: [544, 859, 721, 1016]
classified-ad: [727, 1183, 904, 1343]
black-dot: [1433, 2218, 1444, 2229]
ad-body: 50x70 ಅಳತೆ, ಪಶ್ಚಿಮ ದಿಕ್ಕು ಕುವೆಂಪುನಗರ (ಮಿಡಲ್‌ಸ್ಕ್ರ್ಯಾಕ್ ಸರ್ಕಲ್ ಹತ್ತಿರ) ಆಸಕ್ತರು ಸಂಪರ್ಕಿಸಿ: [916, 381, 1078, 404]
ad-phone: 9353784425: [546, 1150, 719, 1176]
ad-body: 40x60, East facing. Near RTTC (BSNL)/Kavitha Bakery, T.K. Layout, Mysore.: [923, 887, 1070, 923]
ad-title: WANTED: [910, 1351, 1083, 1375]
story-body: ದಸರಾ ಮಹೋತ್ಸವದ ಅಂಗವಾಗಿ ಸೆ.17ರಿಂದ ಯುವ ಸಂಭ್ರಮ ಕಾರ್ಯಕ್ರಮ ನಡೆಯಲಿದ್ದು, ವಿವಿಧ ಕಾಲೇಜುಗಳ ವಿದ್ಯಾರ್ಥಿಗಳು ಸಾಂಸ್ಕೃತಿಕ ಕಾರ್ಯಕ್ರಮ ನೀಡಲಿದ್ದಾರೆ. ಮಾನಸ ಗಂಗೋತ್ರಿ ಬಯಲು ರಂಗಮಂದಿರದಲ್ಲಿ ಕಾರ್ಯಕ್ರಮ ಆಯೋಜಿಸಲಾಗಿದೆ ಎಂದು ಉಪ ಸಮಿತಿ ತಿಳಿಸಿದೆ.: [181, 878, 528, 917]
ad-phone: 9845175443: [910, 2181, 1083, 2207]
ad-title: ಸೈಟ್ ಬೇಕಾಗಿದೆ: [546, 354, 719, 378]
ad-title: Work @ Home: [1093, 1351, 1266, 1375]
ad-body: 25 KG BT ಬ್ಲೇಟ್ ಮಿಲ್, 2 Kg ಹಲ್ವಾ ಬೆಲ್ಲ, 1 Kg ಹರಳು ಬೆಲ್ಲ, 1 KG ಉಪ್ಪಿನ ಬೆಲ್ಲ. ಬೆಲೆ : 1500/- ಮಾತ್ರ. Time : 10 AM - 4 PM: [734, 382, 895, 418]
classified-ad: [727, 1883, 904, 2040]
ad-phone: 99002 37315, 98459 63421: [910, 1829, 1083, 1876]
page-number: 5: [218, 165, 237, 198]
ad-title: S.D.J ಗೋಲ್ಡ್ ಕಂಪನಿ: [1274, 1023, 1447, 1047]
ad-title: SITE FOR SALE: [910, 861, 1083, 885]
issue-date: ಗುರುವಾರ 12 ಸೆಪ್ಟೆಂಬರ್ 2019: [1250, 168, 1490, 192]
ad-title: 5 ಲೀ ಪ್ರೆಶರ್ ಕುಕ್ಕರ್ ಉಚಿತ: [729, 354, 902, 380]
